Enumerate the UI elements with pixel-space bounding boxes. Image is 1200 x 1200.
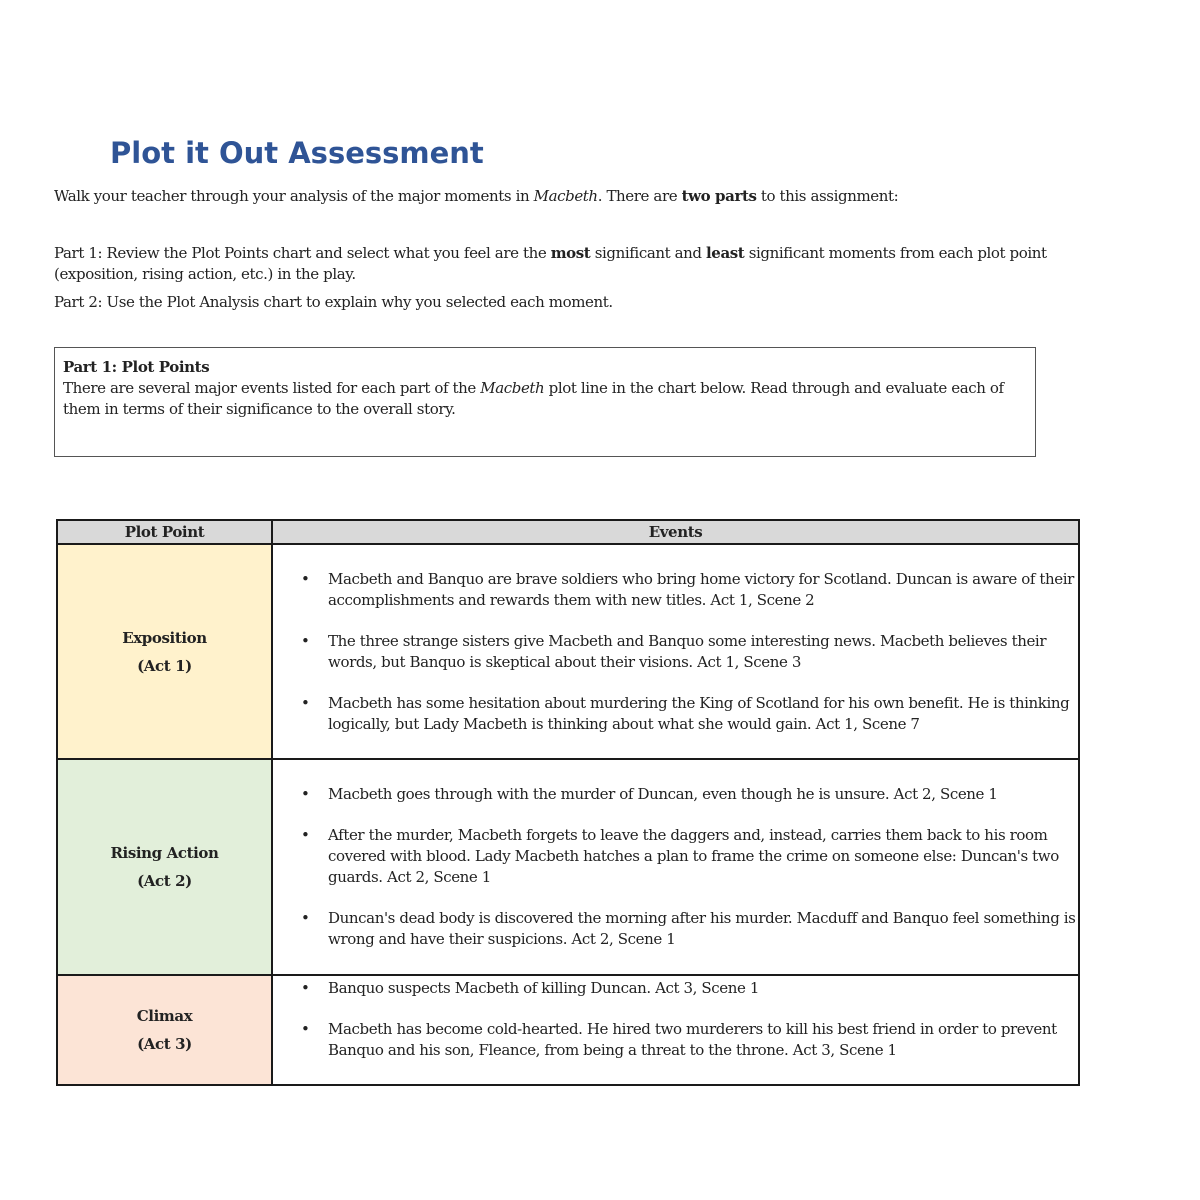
header-plot-point: Plot Point xyxy=(57,520,272,544)
plot-point-cell xyxy=(57,544,272,759)
plot-point-cell xyxy=(57,975,272,1085)
plot-points-table xyxy=(56,519,1080,1086)
events-cell xyxy=(272,759,1079,975)
intro-text-middle: . There are xyxy=(597,187,682,205)
plot-point-act: (Act 1) xyxy=(137,656,192,675)
part1-least: least xyxy=(706,244,745,262)
intro-paragraph xyxy=(54,186,1094,207)
bullet-icon: • xyxy=(301,1020,310,1038)
event-text: Macbeth goes through with the murder of Duncan, even though he is unsure. Act 2, Scene 1 xyxy=(328,785,998,803)
event-text: Duncan's dead body is discovered the morning after his murder. Macduff and Banquo feel something is wrong and have their suspicions. Act 2, Scene 1 xyxy=(328,909,1076,948)
intro-two-parts: two parts xyxy=(681,187,757,205)
event-item xyxy=(303,825,1078,888)
part1-instructions xyxy=(54,243,1064,285)
table-row-rising-action xyxy=(57,759,1079,975)
note-text-end: plot line in the chart below. Read through and evaluate each of them in terms of their significance to the overall story. xyxy=(63,379,1004,418)
plot-points-note-box xyxy=(54,347,1036,457)
event-item xyxy=(303,784,1078,805)
bullet-icon: • xyxy=(301,693,310,712)
events-cell xyxy=(272,544,1079,759)
part2-label: Part 2: xyxy=(54,293,103,311)
bullet-icon: • xyxy=(301,979,310,997)
events-list xyxy=(303,978,1078,1061)
event-text: After the murder, Macbeth forgets to leave the daggers and, instead, carries them back to his room covered with blood. Lady Macbeth hatches a plan to frame the crime on someone else: Duncan's two guards. Act 2, Scene 1 xyxy=(328,826,1059,886)
bullet-icon: • xyxy=(301,631,310,650)
event-item xyxy=(303,908,1078,950)
document-title: Plot it Out Assessment xyxy=(110,136,484,170)
part2-instructions xyxy=(54,292,1064,313)
table-row-exposition xyxy=(57,544,1079,759)
intro-text-start: Walk your teacher through your analysis of the major moments in xyxy=(54,187,534,205)
bullet-icon: • xyxy=(301,826,310,844)
header-events: Events xyxy=(272,520,1079,544)
plot-point-act: (Act 3) xyxy=(137,1035,192,1053)
part1-text-c: significant moments from each plot point (exposition, rising action, etc.) in the play. xyxy=(54,244,1047,283)
event-item xyxy=(303,1019,1078,1061)
part1-text-b: significant and xyxy=(590,244,706,262)
part2-text: Use the Plot Analysis chart to explain why you selected each moment. xyxy=(102,293,613,311)
event-text: Macbeth and Banquo are brave soldiers who bring home victory for Scotland. Duncan is aware of their accomplishments and rewards them with new titles. Act 1, Scene 2 xyxy=(328,569,1074,609)
event-item xyxy=(303,978,1078,999)
events-list xyxy=(303,784,1078,950)
part1-label: Part 1: xyxy=(54,244,103,262)
plot-point-name: Climax xyxy=(136,1007,193,1025)
note-heading: Part 1: Plot Points xyxy=(63,358,210,376)
event-item xyxy=(303,693,1078,735)
events-cell xyxy=(272,975,1079,1085)
plot-point-name: Exposition xyxy=(122,628,207,647)
table-header-row xyxy=(57,520,1079,544)
bullet-icon: • xyxy=(301,569,310,588)
events-list xyxy=(303,569,1078,735)
table-row-climax xyxy=(57,975,1079,1085)
bullet-icon: • xyxy=(301,909,310,927)
plot-point-cell xyxy=(57,759,272,975)
part1-most: most xyxy=(550,244,591,262)
event-text: The three strange sisters give Macbeth and Banquo some interesting news. Macbeth believes their words, but Banquo is skeptical about their visions. Act 1, Scene 3 xyxy=(328,631,1047,671)
event-item xyxy=(303,569,1078,611)
note-macbeth-title: Macbeth xyxy=(480,379,545,397)
event-text: Macbeth has some hesitation about murdering the King of Scotland for his own benefit. He is thinking logically, but Lady Macbeth is thinking about what she would gain. Act 1, Scene 7 xyxy=(328,693,1070,733)
plot-point-act: (Act 2) xyxy=(137,872,192,890)
event-text: Macbeth has become cold-hearted. He hired two murderers to kill his best friend in order to prevent Banquo and his son, Fleance, from being a threat to the throne. Act 3, Scene 1 xyxy=(328,1020,1057,1059)
bullet-icon: • xyxy=(301,785,310,803)
plot-point-name: Rising Action xyxy=(110,844,219,862)
event-text: Banquo suspects Macbeth of killing Duncan. Act 3, Scene 1 xyxy=(328,979,760,997)
intro-macbeth-title: Macbeth xyxy=(533,187,598,205)
part1-text-a: Review the Plot Points chart and select what you feel are the xyxy=(102,244,551,262)
note-text-start: There are several major events listed for each part of the xyxy=(63,379,481,397)
intro-text-end: to this assignment: xyxy=(756,187,899,205)
event-item xyxy=(303,631,1078,673)
